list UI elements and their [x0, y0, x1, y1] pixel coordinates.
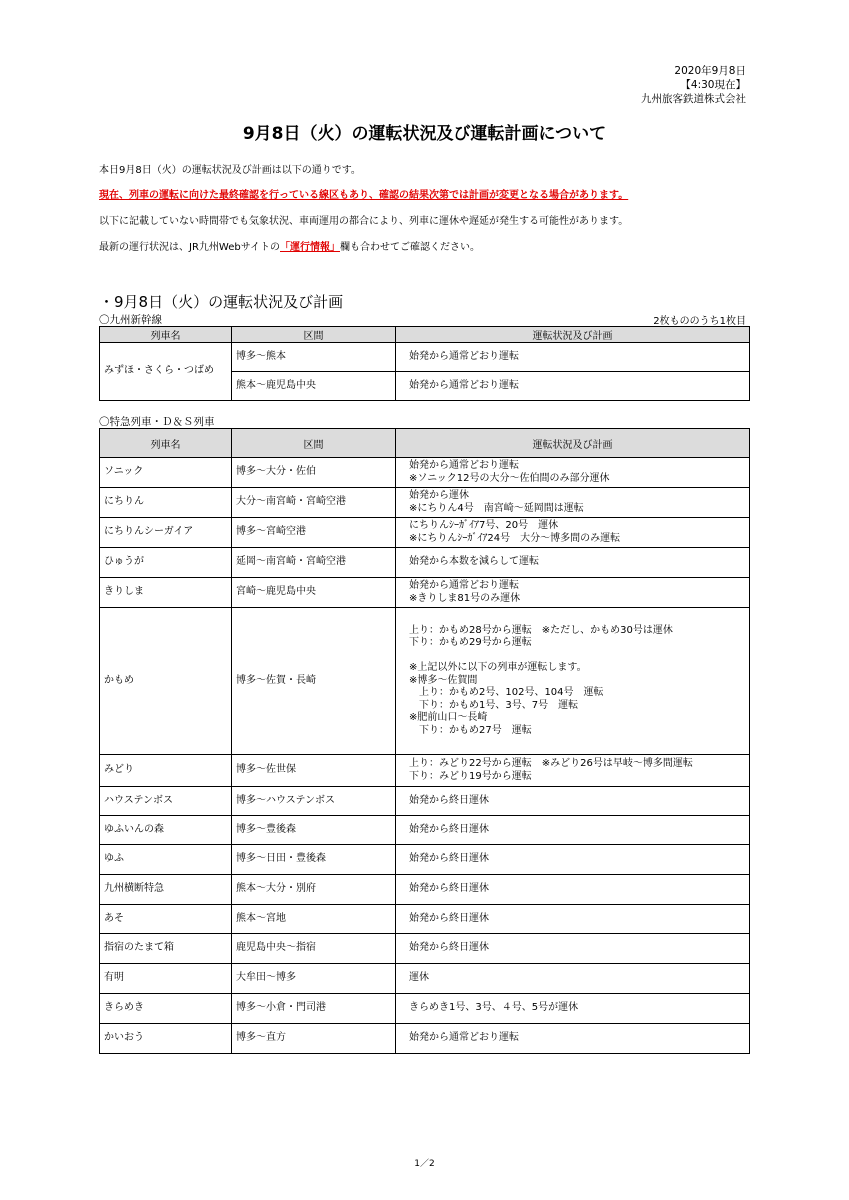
train-status: 始発から通常どおり運転: [396, 1024, 750, 1054]
col-train: 列車名: [100, 429, 232, 458]
train-name: ゆふいんの森: [100, 816, 232, 845]
train-status: きらめき1号、3号、４号、5号が運休: [396, 994, 750, 1024]
train-section: 博多～豊後森: [232, 816, 396, 845]
table-row: [100, 875, 750, 905]
train-status: にちりんｼｰｶﾞｲｱ7号、20号 運休 ※にちりんｼｰｶﾞｲｱ24号 大分～博多間のみ運転: [396, 518, 750, 548]
train-section: 博多～小倉・門司港: [232, 994, 396, 1024]
table-row: [100, 755, 750, 787]
train-name: ゆふ: [100, 845, 232, 875]
train-name: かもめ: [100, 608, 232, 755]
train-section: 熊本～鹿児島中央: [232, 372, 396, 401]
train-section: 熊本～大分・別府: [232, 875, 396, 905]
col-train: 列車名: [100, 327, 232, 343]
train-section: 博多～佐賀・長崎: [232, 608, 396, 755]
operation-info-link[interactable]: 「運行情報」: [280, 242, 340, 253]
train-name: ひゅうが: [100, 548, 232, 578]
train-status: 上り：かもめ28号から運転 ※ただし、かもめ30号は運休 下り：かもめ29号から運転 ※上記以外に以下の列車が運転します。 ※博多～佐賀間 上り：かもめ2号、102号、104号 運転 下り：かもめ1号、3号、7号 運転 ※肥前山口～長崎 下り：かもめ27号 運転: [396, 608, 750, 755]
page-info: 2枚もののうち1枚目: [653, 316, 746, 327]
train-name: にちりん: [100, 488, 232, 518]
train-status: 上り：みどり22号から運転 ※みどり26号は早岐～博多間運転 下り：みどり19号から運転: [396, 755, 750, 787]
train-section: 鹿児島中央～指宿: [232, 934, 396, 964]
intro-line-1: 本日9月8日（火）の運転状況及び計画は以下の通りです。: [99, 165, 361, 176]
train-section: 博多～熊本: [232, 343, 396, 372]
table-row: [100, 578, 750, 608]
table-row: [100, 994, 750, 1024]
intro-line-4-post: 欄も合わせてご確認ください。: [340, 242, 480, 253]
train-name: みずほ・さくら・つばめ: [100, 343, 232, 401]
train-name: みどり: [100, 755, 232, 787]
company-name: 九州旅客鉄道株式会社: [641, 93, 746, 105]
shinkansen-table: [99, 326, 750, 401]
section-title: ・9月8日（火）の運転状況及び計画: [99, 293, 344, 311]
report-time: 【4:30現在】: [680, 79, 746, 91]
train-status: 始発から終日運休: [396, 787, 750, 816]
shinkansen-heading: 〇九州新幹線: [99, 314, 162, 326]
train-status: 始発から終日運休: [396, 845, 750, 875]
train-status: 始発から終日運休: [396, 816, 750, 845]
intro-line-4: [99, 238, 480, 253]
train-name: ハウステンボス: [100, 787, 232, 816]
train-section: 熊本～宮地: [232, 905, 396, 934]
train-status: 始発から本数を減らして運転: [396, 548, 750, 578]
train-name: にちりんシーガイア: [100, 518, 232, 548]
table-header-row: [100, 429, 750, 458]
intro-warning: 現在、列車の運転に向けた最終確認を行っている線区もあり、確認の結果次第では計画が変更となる場合があります。: [99, 190, 629, 201]
page-number: 1／2: [414, 1159, 435, 1169]
table-row: [100, 518, 750, 548]
train-section: 大分～南宮崎・宮崎空港: [232, 488, 396, 518]
table-row: [100, 343, 750, 372]
train-name: ソニック: [100, 458, 232, 488]
report-date: 2020年9月8日: [674, 65, 746, 77]
page-title: 9月8日（火）の運転状況及び運転計画について: [242, 124, 607, 144]
train-section: 延岡～南宮崎・宮崎空港: [232, 548, 396, 578]
limited-express-heading: 〇特急列車・Ｄ＆Ｓ列車: [99, 416, 215, 428]
train-name: 九州横断特急: [100, 875, 232, 905]
train-status: 始発から通常どおり運転: [396, 343, 750, 372]
train-section: 宮崎～鹿児島中央: [232, 578, 396, 608]
train-section: 博多～宮崎空港: [232, 518, 396, 548]
table-row: [100, 1024, 750, 1054]
table-row: [100, 488, 750, 518]
intro-line-4-pre: 最新の運行状況は、JR九州Webサイトの: [99, 242, 280, 253]
train-status: 始発から運休 ※にちりん4号 南宮崎～延岡間は運転: [396, 488, 750, 518]
train-name: きらめき: [100, 994, 232, 1024]
table-row: [100, 548, 750, 578]
train-section: 博多～直方: [232, 1024, 396, 1054]
train-name: かいおう: [100, 1024, 232, 1054]
limited-express-table: [99, 428, 750, 1054]
train-name: 指宿のたまて箱: [100, 934, 232, 964]
train-section: 博多～日田・豊後森: [232, 845, 396, 875]
table-row: [100, 458, 750, 488]
table-row: [100, 934, 750, 964]
train-status: 始発から通常どおり運転: [396, 372, 750, 401]
train-name: 有明: [100, 964, 232, 994]
train-section: 大牟田～博多: [232, 964, 396, 994]
table-row: [100, 787, 750, 816]
table-row: [100, 845, 750, 875]
limited-express-body: [100, 458, 750, 1054]
table-row: [100, 905, 750, 934]
table-row: [100, 964, 750, 994]
train-status: 始発から終日運休: [396, 905, 750, 934]
train-name: きりしま: [100, 578, 232, 608]
header-info: [641, 64, 746, 106]
train-section: 博多～大分・佐伯: [232, 458, 396, 488]
train-status: 運休: [396, 964, 750, 994]
train-status: 始発から終日運休: [396, 934, 750, 964]
train-name: あそ: [100, 905, 232, 934]
train-section: 博多～ハウステンボス: [232, 787, 396, 816]
col-status: 運転状況及び計画: [396, 327, 750, 343]
train-section: 博多～佐世保: [232, 755, 396, 787]
table-header-row: [100, 327, 750, 343]
train-status: 始発から終日運休: [396, 875, 750, 905]
col-status: 運転状況及び計画: [396, 429, 750, 458]
train-status: 始発から通常どおり運転 ※きりしま81号のみ運休: [396, 578, 750, 608]
col-section: 区間: [232, 327, 396, 343]
col-section: 区間: [232, 429, 396, 458]
table-row: [100, 608, 750, 755]
train-status: 始発から通常どおり運転 ※ソニック12号の大分～佐伯間のみ部分運休: [396, 458, 750, 488]
intro-line-3: 以下に記載していない時間帯でも気象状況、車両運用の都合により、列車に運休や遅延が発生する可能性があります。: [99, 216, 629, 227]
table-row: [100, 816, 750, 845]
